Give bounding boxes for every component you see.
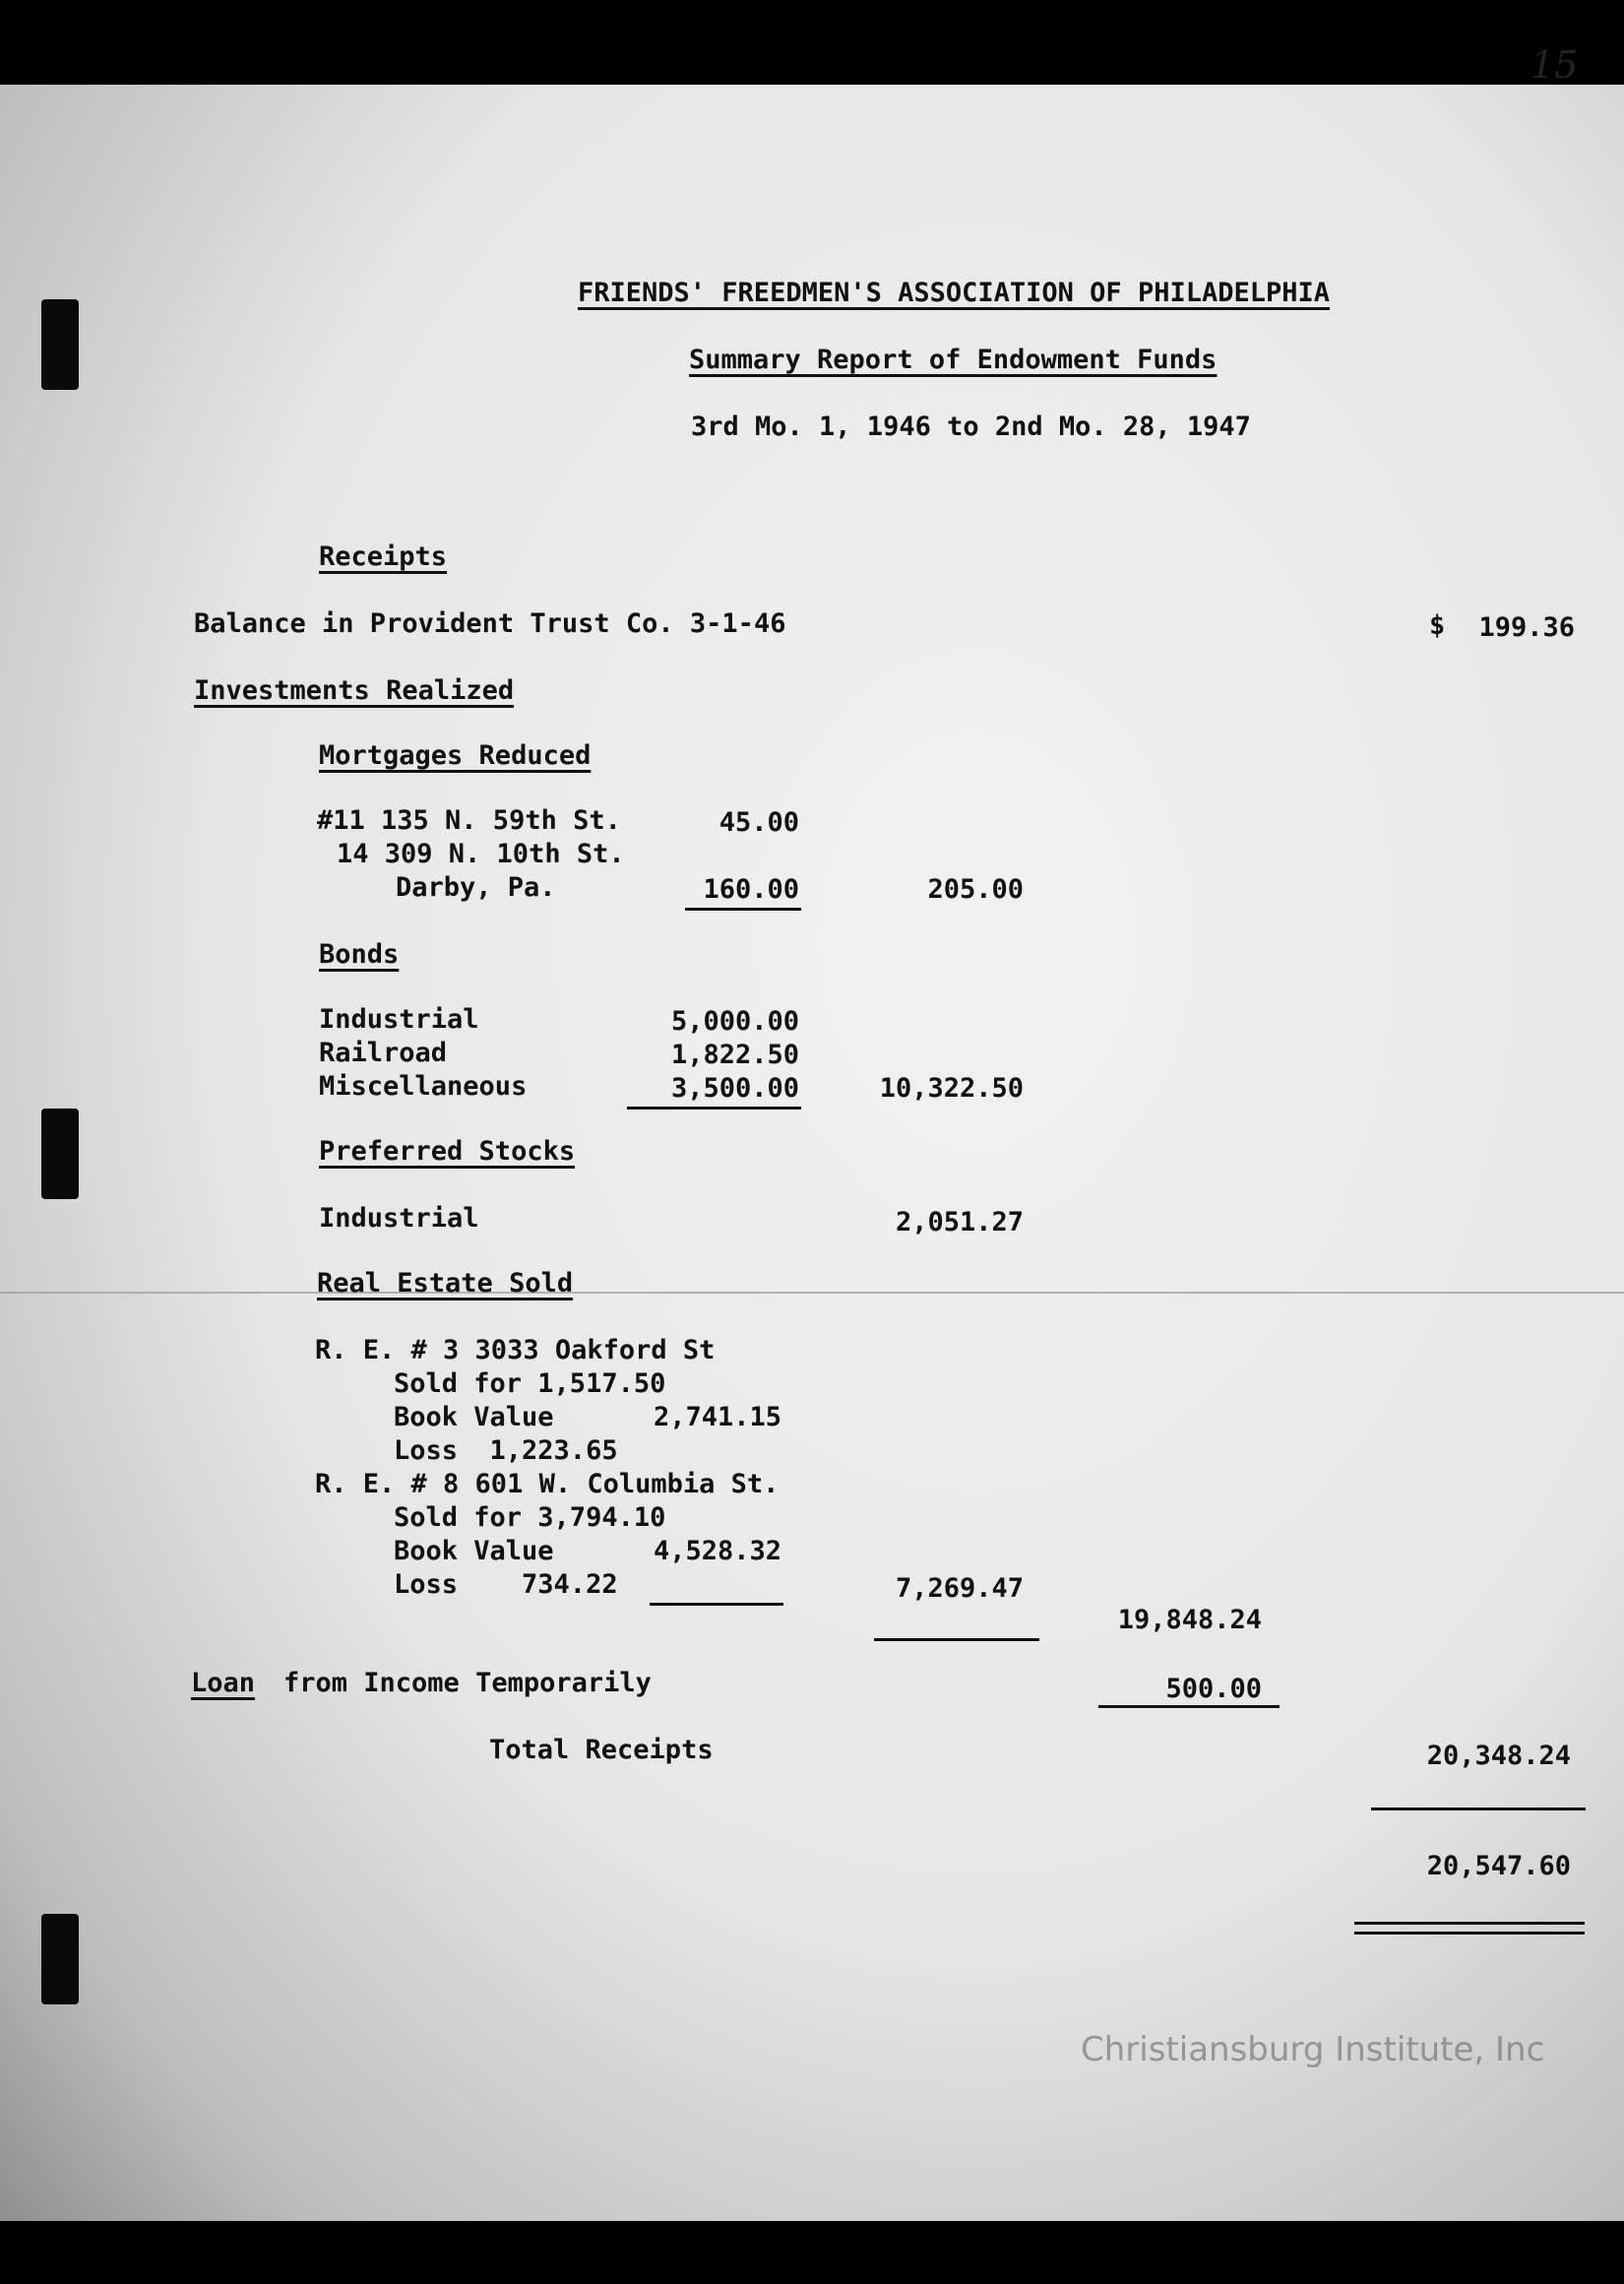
bonds-heading: Bonds [319,939,400,970]
mortgage-line-1-value: 45.00 [718,807,799,838]
preferred-stocks-heading: Preferred Stocks [319,1136,576,1167]
investments-total: 19,848.24 [1117,1605,1262,1635]
investments-subtotals-rule [874,1638,1039,1641]
page-fold-line [0,1292,1624,1294]
total-receipts-value: 20,348.24 [1426,1741,1571,1771]
re8-book-value: 4,528.32 [653,1536,781,1566]
bond-label: Railroad [319,1038,448,1068]
page-number: 15 [1530,43,1579,87]
re8-loss: Loss 734.22 [394,1569,618,1600]
real-estate-subtotal: 7,269.47 [895,1573,1024,1604]
preferred-stocks-subtotal: 2,051.27 [895,1207,1024,1237]
organization-title: FRIENDS' FREEDMEN'S ASSOCIATION OF PHILADELPHIA [578,278,1331,308]
re8-title: R. E. # 8 601 W. Columbia St. [315,1469,780,1499]
re3-book-value: 2,741.15 [653,1402,781,1432]
re3-sold: Sold for 1,517.50 [394,1368,666,1399]
punch-hole [41,1914,79,2004]
total-receipts-label: Total Receipts [489,1735,714,1765]
punch-hole [41,1109,79,1199]
re3-book-label: Book Value [394,1402,554,1432]
mortgage-line-3: Darby, Pa. [396,872,556,903]
bond-value: 5,000.00 [670,1006,799,1037]
watermark: Christiansburg Institute, Inc [1081,2030,1545,2069]
re8-sold: Sold for 3,794.10 [394,1502,666,1533]
mortgage-line-3-value: 160.00 [703,874,799,905]
preferred-stocks-label: Industrial [319,1203,479,1234]
balance-value: 199.36 [1478,612,1575,643]
receipts-heading: Receipts [319,541,448,572]
mortgages-rule [685,908,801,911]
real-estate-heading: Real Estate Sold [317,1268,574,1299]
bond-label: Miscellaneous [319,1071,528,1102]
report-title: Summary Report of Endowment Funds [689,345,1218,375]
re3-title: R. E. # 3 3033 Oakford St [315,1335,716,1365]
loan-label-underlined: Loan [191,1668,256,1698]
mortgages-heading: Mortgages Reduced [319,740,592,771]
loan-rule [1098,1705,1280,1708]
re8-book-label: Book Value [394,1536,554,1566]
loan-label: from Income Temporarily [283,1668,652,1698]
loan-value: 500.00 [1165,1674,1262,1704]
bond-label: Industrial [319,1004,479,1035]
bond-value: 3,500.00 [670,1073,799,1104]
total-receipts-rule [1371,1808,1586,1810]
investments-heading: Investments Realized [194,675,515,706]
punch-hole [41,299,79,390]
balance-currency: $ [1429,610,1446,641]
balance-label: Balance in Provident Trust Co. 3-1-46 [194,608,786,639]
real-estate-rule [650,1603,783,1606]
document-page [0,85,1624,2221]
bond-value: 1,822.50 [670,1040,799,1070]
grand-total-rule-lower [1354,1932,1585,1935]
grand-total-value: 20,547.60 [1426,1851,1571,1881]
bonds-subtotal: 10,322.50 [879,1073,1024,1104]
mortgage-line-1: #11 135 N. 59th St. [317,805,621,836]
mortgages-subtotal: 205.00 [927,874,1024,905]
grand-total-rule-upper [1354,1922,1585,1925]
mortgage-line-2: 14 309 N. 10th St. [337,839,625,869]
bonds-rule [627,1107,801,1110]
report-period: 3rd Mo. 1, 1946 to 2nd Mo. 28, 1947 [691,412,1251,442]
re3-loss: Loss 1,223.65 [394,1435,618,1466]
